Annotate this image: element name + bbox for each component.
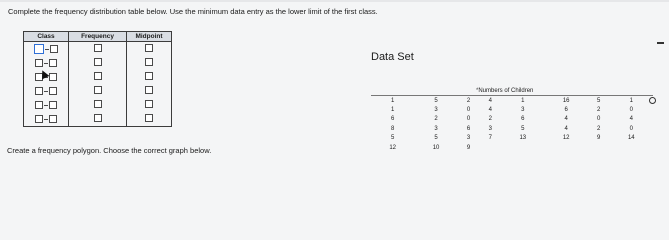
class-upper-input[interactable] (49, 59, 57, 67)
dataset-cell: 2 (434, 116, 438, 123)
frequency-row (24, 98, 172, 112)
dataset-cell: 1 (610, 96, 653, 106)
dataset-row (371, 105, 653, 115)
dataset-cell: 6 (391, 116, 395, 123)
class-lower-input[interactable] (35, 59, 43, 67)
dataset-cell: 5 (434, 135, 438, 142)
midpoint-input[interactable] (145, 100, 153, 108)
range-dash (44, 63, 48, 64)
dataset-cell: 3 (488, 125, 492, 132)
dataset-cell: 6 (466, 125, 471, 132)
midpoint-cell (127, 98, 172, 112)
midpoint-input[interactable] (145, 86, 153, 94)
class-lower-input[interactable] (35, 101, 43, 109)
class-lower-input[interactable] (34, 44, 44, 54)
frequency-cell (69, 70, 127, 84)
dataset-table-body (371, 96, 653, 153)
frequency-cell (69, 98, 127, 112)
class-upper-input[interactable] (49, 115, 57, 123)
dataset-cell: 5 (521, 125, 525, 132)
dataset-row (371, 134, 653, 144)
dataset-cell: 4 (488, 106, 492, 113)
frequency-cell (69, 112, 127, 127)
dataset-cell: 5 (588, 96, 610, 106)
dataset-cell: 4 (564, 116, 568, 123)
minimize-icon[interactable] (657, 42, 664, 44)
dataset-cell: 12 (562, 135, 570, 142)
class-upper-input[interactable] (50, 45, 58, 53)
dataset-cell: 6 (564, 106, 568, 113)
dataset-cell: 3 (434, 106, 438, 113)
class-cell (24, 42, 69, 57)
range-dash (45, 49, 49, 50)
dataset-cell: 4 (629, 116, 633, 123)
dataset-cell: 9 (597, 135, 601, 142)
header-frequency: Frequency (69, 32, 127, 42)
dataset-table (371, 95, 653, 153)
range-dash (44, 119, 48, 120)
midpoint-cell (127, 42, 172, 57)
midpoint-input[interactable] (145, 58, 153, 66)
midpoint-cell (127, 84, 172, 98)
frequency-row (24, 84, 172, 98)
class-cell (24, 112, 69, 127)
dataset-cell: 7 (488, 135, 492, 142)
frequency-cell (69, 56, 127, 70)
footnote-star: * (476, 88, 479, 94)
midpoint-cell (127, 112, 172, 127)
dataset-cell: 3 (521, 106, 525, 113)
dataset-cell (610, 143, 653, 153)
dataset-cell (588, 143, 610, 153)
dataset-cell: 13 (519, 135, 527, 142)
class-lower-input[interactable] (35, 87, 43, 95)
midpoint-input[interactable] (145, 114, 153, 122)
midpoint-input[interactable] (145, 72, 153, 80)
frequency-input[interactable] (94, 72, 102, 80)
frequency-cell (69, 84, 127, 98)
midpoint-cell (127, 56, 172, 70)
dataset-cell: 4 (564, 125, 568, 132)
class-lower-input[interactable] (35, 115, 43, 123)
dataset-cell: 0 (466, 116, 471, 123)
dataset-cell: 0 (629, 106, 633, 113)
dataset-cell: 16 (545, 96, 588, 106)
class-cell (24, 84, 69, 98)
dataset-cell: 1 (391, 106, 395, 113)
frequency-table (23, 31, 172, 127)
class-upper-input[interactable] (49, 73, 57, 81)
dataset-cell (545, 143, 588, 153)
frequency-row (24, 112, 172, 127)
dataset-cell (501, 143, 544, 153)
midpoint-input[interactable] (145, 44, 153, 52)
dataset-row (371, 96, 653, 106)
class-upper-input[interactable] (49, 87, 57, 95)
dataset-cell: 3 (466, 135, 471, 142)
dataset-cell: 2 (597, 106, 601, 113)
dataset-cell: 4 (479, 96, 501, 106)
dataset-cell: 0 (466, 106, 471, 113)
frequency-input[interactable] (94, 100, 102, 108)
dataset-cell: 8 (391, 125, 395, 132)
dataset-cell: 0 (629, 125, 633, 132)
dataset-cell: 5 (414, 96, 457, 106)
dataset-cell: 5 (391, 135, 395, 142)
frequency-input[interactable] (94, 86, 102, 94)
dataset-cell: 2 (597, 125, 601, 132)
dataset-cell: 3 (434, 125, 438, 132)
instruction-text: Complete the frequency distribution table below. Use the minimum data entry as the lower limit of the first class. (8, 7, 378, 16)
dataset-row (371, 143, 653, 153)
dataset-cell: 0 (597, 116, 601, 123)
dataset-cell: 10 (432, 144, 440, 151)
frequency-input[interactable] (94, 58, 102, 66)
top-rule (0, 0, 669, 2)
header-midpoint: Midpoint (127, 32, 172, 42)
dataset-cell: 6 (521, 116, 525, 123)
frequency-input[interactable] (94, 44, 102, 52)
dataset-cell: 2 (488, 116, 492, 123)
class-upper-input[interactable] (49, 101, 57, 109)
dataset-row (371, 124, 653, 134)
dataset-cell: 12 (389, 144, 397, 151)
frequency-row (24, 42, 172, 57)
dataset-cell: 1 (501, 96, 544, 106)
frequency-table-body (24, 42, 172, 127)
dataset-cell: 2 (458, 96, 480, 106)
dataset-heading: Data Set (371, 51, 414, 63)
dataset-table-title (476, 88, 533, 94)
class-cell (24, 98, 69, 112)
midpoint-cell (127, 70, 172, 84)
dataset-cell: 14 (627, 135, 635, 142)
dataset-cell (479, 143, 501, 153)
dataset-table-title-text: Numbers of Children (478, 88, 534, 94)
header-class: Class (24, 32, 69, 42)
dataset-row (371, 115, 653, 125)
polygon-question: Create a frequency polygon. Choose the correct graph below. (7, 146, 212, 155)
range-dash (44, 91, 48, 92)
frequency-input[interactable] (94, 114, 102, 122)
frequency-cell (69, 42, 127, 57)
range-dash (44, 105, 48, 106)
dataset-cell: 9 (466, 144, 471, 151)
dataset-cell: 1 (371, 96, 414, 106)
